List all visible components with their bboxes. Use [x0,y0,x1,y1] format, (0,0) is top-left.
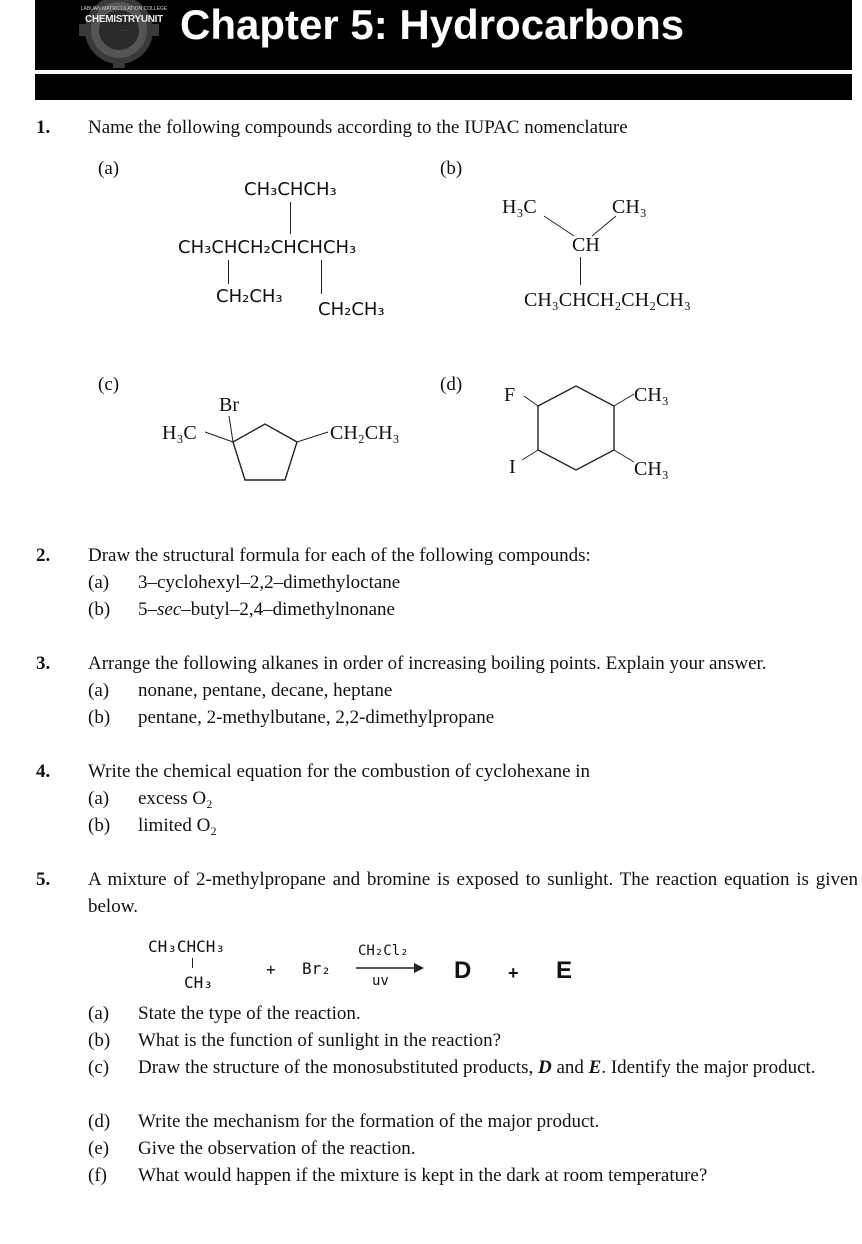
q3-text: Arrange the following alkanes in order of increasing boiling points. Explain your answer. [88,653,767,674]
q5-d-text: Write the mechanism for the formation of the major product. [138,1111,600,1132]
eq-reactant-methyl: CH₃ [184,973,213,992]
q4-b-label: (b) [88,815,111,836]
q1-c-h3c: H₃C [162,422,197,444]
q3-b-text: pentane, 2-methylbutane, 2,2-dimethylpropane [138,707,495,728]
q1-a-sub-ethyl-1: CH₂CH₃ [216,286,283,307]
q1-c-cyclopentane-ring [195,410,335,486]
q1-number: 1. [36,117,51,138]
q2-number: 2. [36,545,51,566]
q5-f-text: What would happen if the mixture is kept in the dark at room temperature? [138,1165,708,1186]
q1-text: Name the following compounds according to the IUPAC nomenclature [88,117,628,138]
q2-a-label: (a) [88,572,110,593]
q2-b-label: (b) [88,599,111,620]
eq-reactant-main: CH₃CHCH₃ [148,937,226,956]
logo-text: CHEMISTRYUNIT [85,14,163,25]
q4-a-text: excess O₂ [138,788,213,809]
eq-plus-2: + [508,963,519,983]
eq-uv: uv [372,973,389,989]
q4-a-label: (a) [88,788,110,809]
eq-product-d: D [454,957,472,984]
bond-line [321,260,322,294]
text-italic-part: sec [157,599,182,620]
q2-text: Draw the structural formula for each of the following compounds: [88,545,591,566]
text-part: Draw the structure of the monosubstituted products, [138,1057,538,1078]
q1-b-ch3: CH₃ [612,196,647,218]
q4-number: 4. [36,761,51,782]
q3-a-text: nonane, pentane, decane, heptane [138,680,393,701]
bond-line [290,202,291,234]
eq-plus-1: + [266,960,276,979]
q1-a-label: (a) [98,158,120,179]
q1-d-cyclohexane-ring [510,382,640,482]
text-part: –butyl–2,4–dimethylnonane [181,599,395,620]
q5-e-label: (e) [88,1138,110,1159]
q1-a-sub-ethyl-2: CH₂CH₃ [318,299,385,320]
q5-number: 5. [36,869,51,890]
q5-text: A mixture of 2-methylpropane and bromine is exposed to sunlight. The reaction equation is given below. [88,869,858,917]
q1-b-main-chain: CH₃CHCH₂CH₂CH₃ [524,289,691,311]
text-bold-italic-part: E [588,1057,602,1078]
q2-a-text: 3–cyclohexyl–2,2–dimethyloctane [138,572,401,593]
text-part: 5– [138,599,157,620]
logo-tagline: · · · · · [118,28,130,33]
eq-solvent: CH₂Cl₂ [358,943,409,959]
chapter-header [35,0,852,100]
q5-b-label: (b) [88,1030,111,1051]
text-part: . Identify the major product. [601,1057,816,1078]
q3-b-label: (b) [88,707,111,728]
q5-c-text [138,1054,856,1081]
text-part: and [551,1057,589,1078]
q5-a-text: State the type of the reaction. [138,1003,361,1024]
q4-b-text: limited O₂ [138,815,217,836]
q1-c-br: Br [219,394,239,416]
page-title: Chapter 5: Hydrocarbons [180,1,685,48]
q1-d-label: (d) [440,374,463,395]
q5-e-text: Give the observation of the reaction. [138,1138,416,1159]
q1-b-ch: CH [572,234,600,256]
q3-a-label: (a) [88,680,110,701]
q5-c-label: (c) [88,1057,110,1078]
q1-d-ch3-bottom: CH₃ [634,458,669,480]
q5-d-label: (d) [88,1111,111,1132]
q1-b-label: (b) [440,158,463,179]
q2-b-text [138,599,395,621]
bond-line [580,257,581,285]
bond-line [228,260,229,284]
q1-c-ch2ch3: CH₂CH₃ [330,422,400,444]
logo-college-text: LABUAN MATRICULATION COLLEGE [80,6,168,12]
eq-product-e: E [556,957,573,984]
q5-b-text: What is the function of sunlight in the reaction? [138,1030,502,1051]
bond-line [192,958,193,968]
eq-br2: Br₂ [302,959,331,978]
q5-f-label: (f) [88,1165,107,1186]
q1-a-main-chain: CH₃CHCH₂CHCHCH₃ [178,237,357,258]
q1-b-h3c: H₃C [502,196,537,218]
q1-d-ch3-top: CH₃ [634,384,669,406]
text-bold-italic-part: D [537,1057,552,1078]
header-divider [35,70,852,74]
q5-a-label: (a) [88,1003,110,1024]
q1-d-i: I [509,456,516,478]
eq-arrow-icon [356,962,426,974]
q1-d-f: F [504,384,516,406]
q3-number: 3. [36,653,51,674]
q4-text: Write the chemical equation for the combustion of cyclohexane in [88,761,591,782]
q1-c-label: (c) [98,374,120,395]
q1-a-top-group: CH₃CHCH₃ [244,179,337,200]
